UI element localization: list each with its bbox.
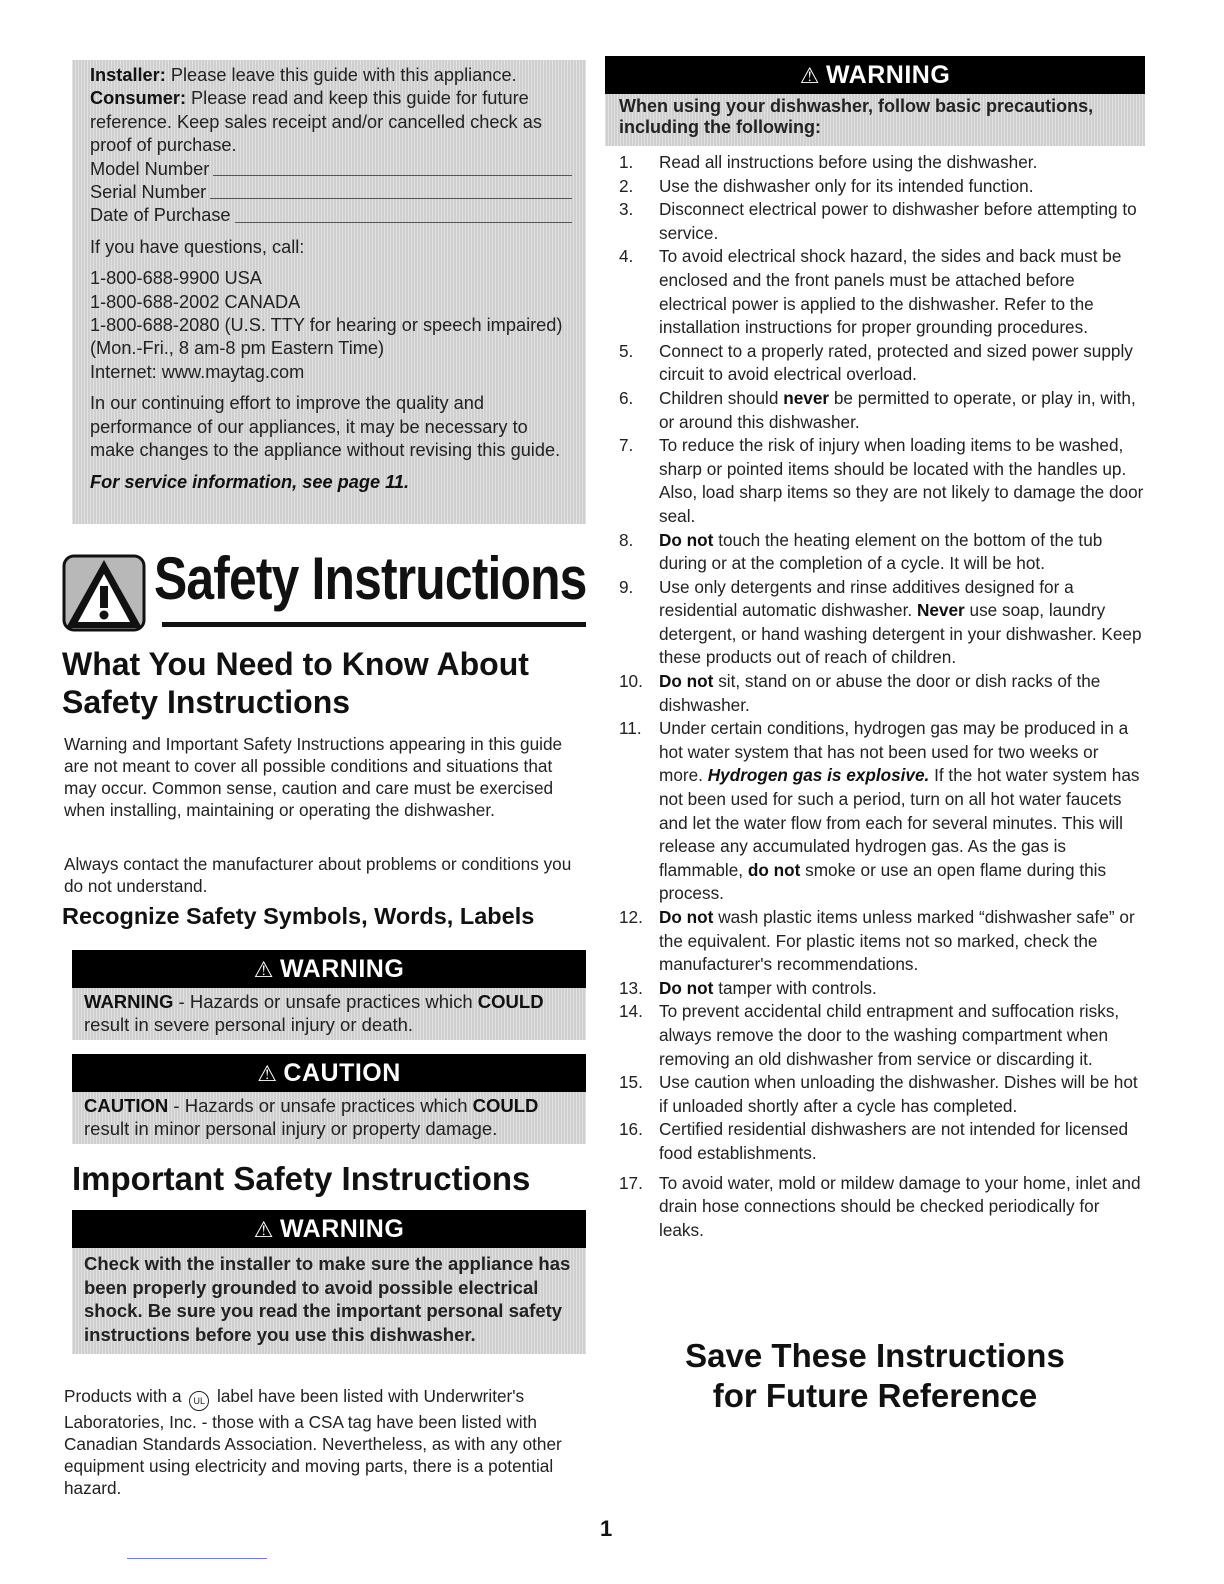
caution-signal-box [72, 1054, 586, 1144]
safety-title-block [62, 545, 587, 632]
warning-bar: ⚠ WARNING [605, 56, 1145, 94]
what-you-need-heading: What You Need to Know About Safety Instructions [62, 646, 529, 720]
installer-info-box [72, 60, 586, 524]
warning-definition: WARNING - Hazards or unsafe practices which COULD result in severe personal injury or death. [72, 988, 586, 1040]
save-instructions-heading: Save These Instructions for Future Reference [685, 1337, 1065, 1414]
warning-triangle-icon: ⚠ [253, 957, 274, 982]
warning-triangle-icon: ⚠ [799, 63, 820, 88]
page-title: Safety Instructions [154, 545, 587, 612]
safety-instructions-list [605, 151, 1145, 1242]
footer-rule [127, 1558, 267, 1559]
model-number-field: Model Number [90, 158, 572, 181]
important-warning-box [72, 1210, 586, 1354]
list-item: 15. Use caution when unloading the dishwasher. Dishes will be hot if unloaded shortly after a cycle has completed. [619, 1072, 1138, 1116]
list-item: 16. Certified residential dishwashers are not intended for licensed food establishments. [619, 1119, 1129, 1163]
important-warning-text: Check with the installer to make sure the appliance has been properly grounded to avoid possible electrical shock. Be sure you read the important personal safety instructions before you use this dishwasher. [72, 1248, 586, 1354]
list-item: 7. To reduce the risk of injury when loading items to be washed, sharp or pointed items should be located with the handles up. Also, load sharp items so they are not likely to damage the door seal. [619, 435, 1144, 526]
questions-line: If you have questions, call: [90, 236, 305, 257]
date-of-purchase-field: Date of Purchase [90, 204, 572, 227]
list-item: 13. Do not tamper with controls. [619, 977, 877, 998]
phone-usa: 1-800-688-9900 USA [90, 268, 262, 289]
what-paragraph-1: Warning and Important Safety Instructions appearing in this guide are not meant to cover all possible conditions and situations that may occur. Common sense, caution and care must be exercised when installing, maintaining or operating the dishwasher. [64, 734, 563, 820]
warning-triangle-icon [62, 554, 146, 632]
list-item: 6. Children should never be permitted to operate, or play in, with, or around this dishwasher. [619, 387, 1136, 432]
title-underline [162, 622, 586, 627]
phone-canada: 1-800-688-2002 CANADA [90, 291, 301, 312]
list-item: 14. To prevent accidental child entrapment and suffocation risks, always remove the door to the washing compartment when removing an old dishwasher from service or discarding it. [619, 1001, 1120, 1069]
service-info-line: For service information, see page 11. [90, 471, 410, 492]
what-paragraph-2: Always contact the manufacturer about problems or conditions you do not understand. [64, 854, 572, 896]
important-safety-heading: Important Safety Instructions [72, 1160, 531, 1197]
serial-number-field: Serial Number [90, 181, 572, 204]
list-item: 10. Do not sit, stand on or abuse the door or dish racks of the dishwasher. [619, 671, 1101, 715]
list-item: 8. Do not touch the heating element on the bottom of the tub during or at the completion of a cycle. It will be hot. [619, 529, 1103, 574]
recognize-heading: Recognize Safety Symbols, Words, Labels [62, 903, 535, 929]
list-item: 9. Use only detergents and rinse additives designed for a residential automatic dishwasher. Never use soap, laundry detergent, or hand washing detergent in your dishwasher. Keep these products out of reach of children. [619, 576, 1142, 668]
installer-note: Installer: Please leave this guide with this appliance. [90, 65, 517, 85]
list-item: 1. Read all instructions before using the dishwasher. [619, 152, 1038, 172]
internet-line: Internet: www.maytag.com [90, 361, 305, 382]
ul-listing-mark: UL [189, 1391, 209, 1411]
consumer-note: Consumer: Please read and keep this guide for future reference. Keep sales receipt and/or cancelled check as proof of purchase. [90, 88, 542, 156]
list-item: 12. Do not wash plastic items unless marked “dishwasher safe” or the equivalent. For plastic items not so marked, check the manufacturer's recommendations. [619, 907, 1135, 975]
list-item: 3. Disconnect electrical power to dishwasher before attempting to service. [619, 199, 1137, 243]
list-item: 5. Connect to a properly rated, protected and sized power supply circuit to avoid electrical overload. [619, 340, 1133, 385]
list-item: 2. Use the dishwasher only for its intended function. [619, 175, 1034, 196]
caution-bar: ⚠ CAUTION [72, 1054, 586, 1092]
warning-signal-box [72, 950, 586, 1040]
list-item: 11. Under certain conditions, hydrogen gas may be produced in a hot water system that has not been used for two weeks or more. Hydrogen gas is explosive. If the hot water system has not been used for such a period, turn on all hot water faucets and let the water flow from each for several minutes. This will release any accumulated hydrogen gas. As the gas is flammable, do not smoke or use an open flame during this process. [619, 718, 1140, 904]
caution-definition: CAUTION - Hazards or unsafe practices which COULD result in minor personal injury or property damage. [72, 1092, 586, 1144]
improvement-note: In our continuing effort to improve the quality and performance of our appliances, it may be necessary to make changes to the appliance without revising this guide. [90, 393, 561, 461]
precautions-intro: When using your dishwasher, follow basic precautions, including the following: [605, 94, 1145, 146]
warning-bar: ⚠ WARNING [72, 1210, 586, 1248]
warning-triangle-icon: ⚠ [257, 1061, 278, 1086]
precautions-warning-box [605, 56, 1145, 146]
phone-tty: 1-800-688-2080 (U.S. TTY for hearing or speech impaired) (Mon.-Fri., 8 am-8 pm Eastern Time) [90, 315, 563, 359]
warning-bar: ⚠ WARNING [72, 950, 586, 988]
list-item: 17. To avoid water, mold or mildew damage to your home, inlet and drain hose connections should be checked periodically for leaks. [619, 1172, 1141, 1240]
warning-triangle-icon: ⚠ [253, 1217, 274, 1242]
page-number: 1 [600, 1516, 613, 1541]
list-item: 4. To avoid electrical shock hazard, the sides and back must be enclosed and the front panels must be attached before electrical power is applied to the dishwasher. Refer to the installation instructions for proper grounding procedures. [619, 246, 1122, 338]
ul-listing-paragraph: Products with a UL label have been listed with Underwriter's Laboratories, Inc. - those with a CSA tag have been listed with Canadian Standards Association. Nevertheless, as with any other equipment using electricity and moving parts, there is a potential hazard. [64, 1386, 562, 1498]
